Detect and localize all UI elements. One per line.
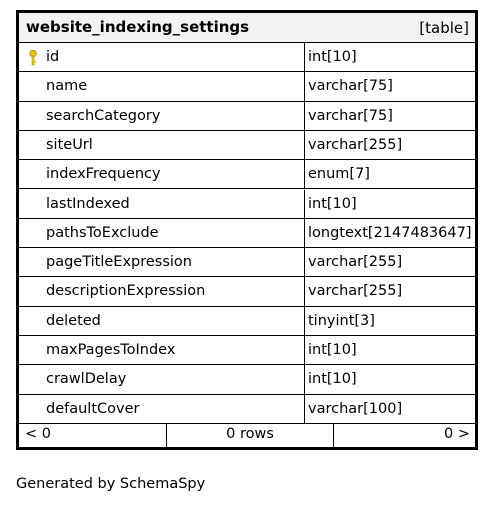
column-type: int[10] xyxy=(308,49,357,65)
column-type: longtext[2147483647] xyxy=(308,224,472,241)
column-row xyxy=(19,72,475,101)
footer-children-count: 0 > xyxy=(444,426,470,442)
column-name: name xyxy=(46,78,88,95)
column-row xyxy=(19,219,475,248)
column-divider xyxy=(304,365,305,393)
column-row xyxy=(19,43,475,72)
table-node xyxy=(16,10,478,450)
column-divider xyxy=(304,102,305,130)
column-row xyxy=(19,131,475,160)
column-name: maxPagesToIndex xyxy=(46,342,176,358)
table-footer xyxy=(19,424,475,447)
column-row xyxy=(19,160,475,189)
column-divider xyxy=(304,131,305,159)
table-kind-label: [table] xyxy=(419,19,469,37)
column-row xyxy=(19,307,475,336)
key-icon xyxy=(27,49,39,67)
column-name: descriptionExpression xyxy=(46,283,206,300)
column-name: defaultCover xyxy=(46,400,140,417)
column-name: pathsToExclude xyxy=(46,224,159,241)
column-row xyxy=(19,365,475,394)
column-name: crawlDelay xyxy=(46,371,127,388)
column-divider xyxy=(304,248,305,276)
table-header xyxy=(19,13,475,43)
column-divider xyxy=(304,307,305,335)
column-divider xyxy=(304,395,305,423)
column-type: enum[7] xyxy=(308,166,370,183)
column-row xyxy=(19,248,475,277)
column-divider xyxy=(304,190,305,218)
column-divider xyxy=(304,160,305,188)
column-divider xyxy=(304,219,305,247)
column-divider xyxy=(304,72,305,100)
column-row xyxy=(19,190,475,219)
column-type: varchar[255] xyxy=(308,136,403,153)
generated-by-label: Generated by SchemaSpy xyxy=(16,476,206,492)
column-type: int[10] xyxy=(308,195,357,212)
column-name: pageTitleExpression xyxy=(46,254,192,271)
column-type: varchar[255] xyxy=(308,254,403,271)
column-row xyxy=(19,102,475,131)
column-name: siteUrl xyxy=(46,136,93,153)
column-type: int[10] xyxy=(308,342,357,358)
column-row xyxy=(19,277,475,306)
column-divider xyxy=(304,336,305,364)
column-name: indexFrequency xyxy=(46,166,161,183)
footer-divider xyxy=(333,424,334,447)
column-divider xyxy=(304,277,305,305)
table-title: website_indexing_settings xyxy=(26,18,250,36)
column-name: searchCategory xyxy=(46,107,161,124)
column-type: tinyint[3] xyxy=(308,312,375,329)
column-name: deleted xyxy=(46,312,101,329)
column-name: lastIndexed xyxy=(46,195,130,212)
footer-row-count: 0 rows xyxy=(226,426,274,442)
footer-parents-count: < 0 xyxy=(25,426,51,442)
column-name: id xyxy=(46,49,60,65)
column-divider xyxy=(304,43,305,71)
column-type: varchar[75] xyxy=(308,107,393,124)
column-row xyxy=(19,395,475,424)
column-row xyxy=(19,336,475,365)
column-type: varchar[75] xyxy=(308,78,393,95)
column-type: int[10] xyxy=(308,371,357,388)
column-type: varchar[255] xyxy=(308,283,403,300)
column-type: varchar[100] xyxy=(308,400,403,417)
